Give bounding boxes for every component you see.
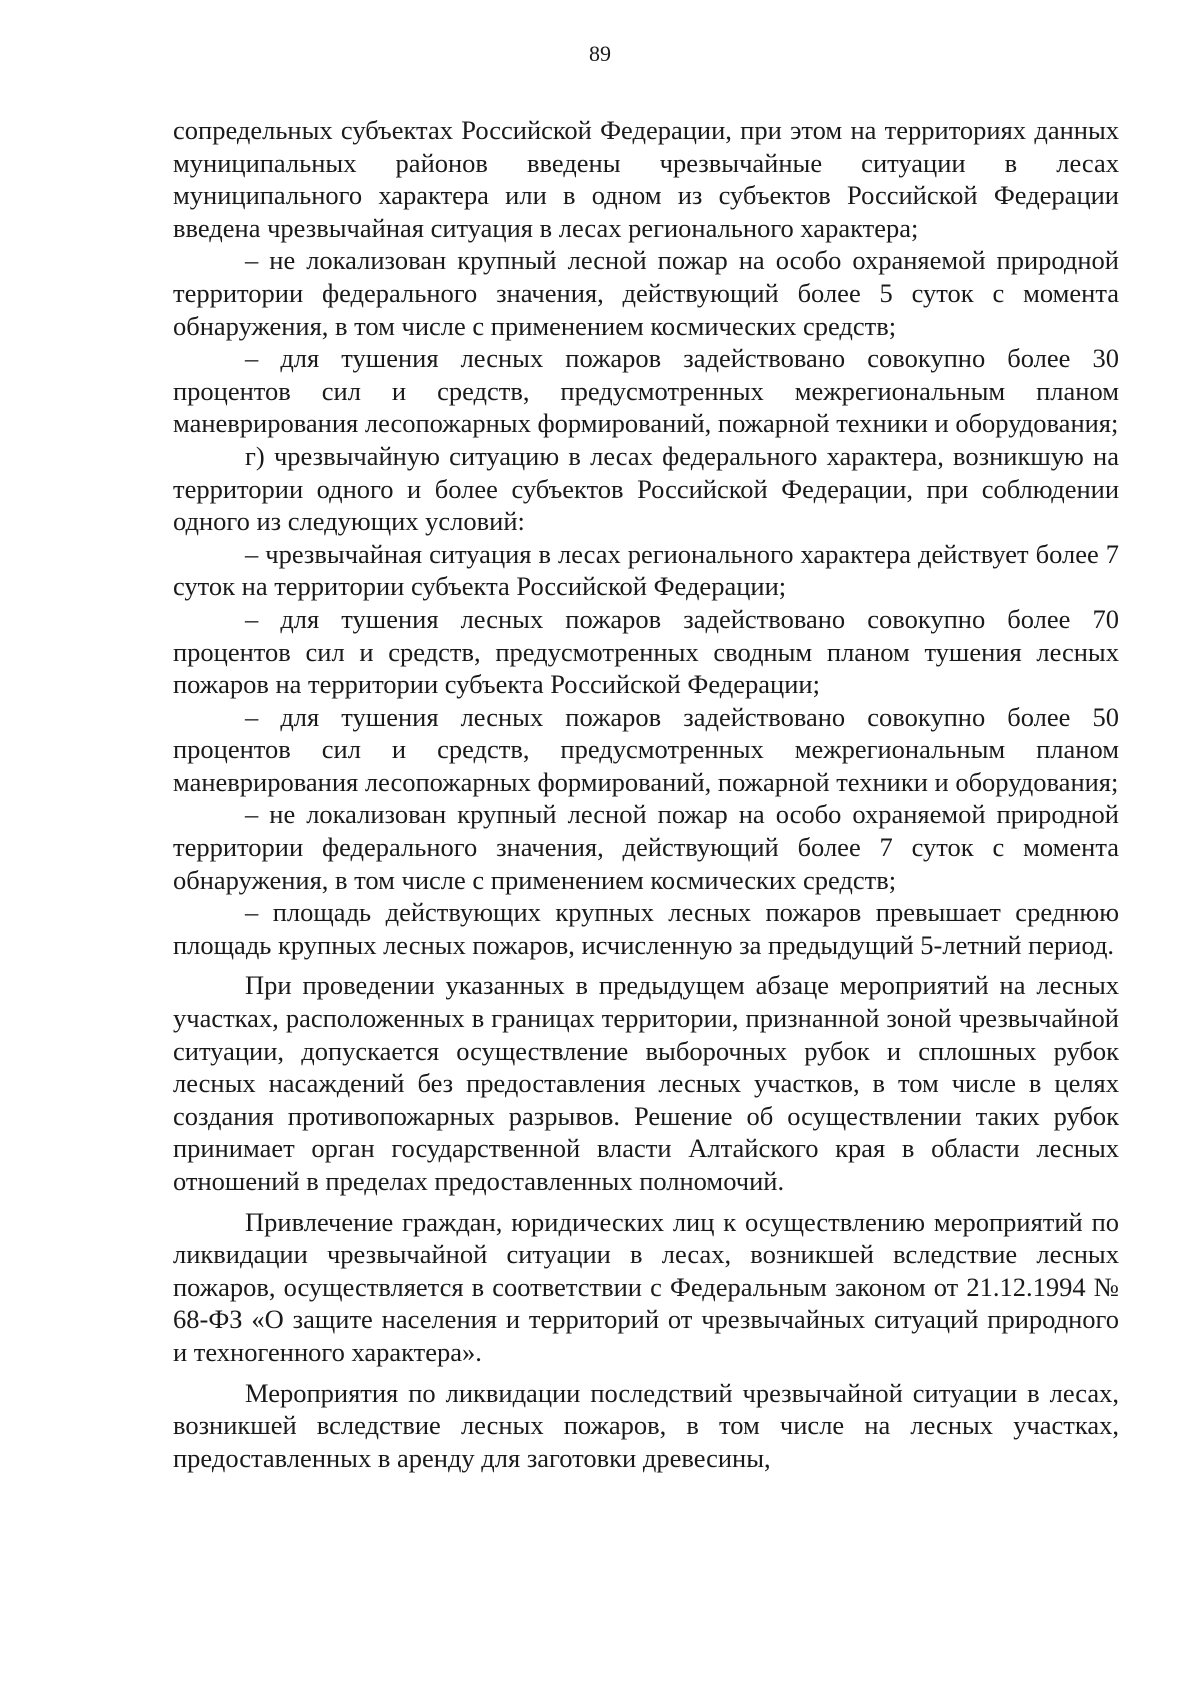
page-number: 89 (589, 41, 611, 66)
list-item-dash: – для тушения лесных пожаров задействовано совокупно более 30 процентов сил и средств, предусмотренных межрегиональным планом маневрирования лесопожарных формирований, пожарной техники и оборудования; (173, 343, 1119, 439)
document-body (173, 114, 1119, 1474)
paragraph-continuation: сопредельных субъектах Российской Федерации, при этом на территориях данных муниципальных районов введены чрезвычайные ситуации в лесах муниципального характера или в одном из субъектов Российской Федерации введена чрезвычайная ситуация в лесах регионального характера; (173, 115, 1119, 243)
list-item-dash: – площадь действующих крупных лесных пожаров превышает среднюю площадь крупных лесных пожаров, исчисленную за предыдущий 5-летний период. (173, 897, 1119, 960)
list-item-dash: – не локализован крупный лесной пожар на особо охраняемой природной территории федерального значения, действующий более 5 суток с момента обнаружения, в том числе с применением космических средств; (173, 245, 1119, 341)
list-item-dash: – для тушения лесных пожаров задействовано совокупно более 70 процентов сил и средств, предусмотренных сводным планом тушения лесных пожаров на территории субъекта Российской Федерации; (173, 603, 1119, 700)
list-item-lettered: г) чрезвычайную ситуацию в лесах федерального характера, возникшую на территории одного и более субъектов Российской Федерации, при соблюдении одного из следующих условий: (173, 440, 1119, 537)
paragraph: Мероприятия по ликвидации последствий чрезвычайной ситуации в лесах, возникшей вследствие лесных пожаров, в том числе на лесных участках, предоставленных в аренду для заготовки древесины, (173, 1377, 1119, 1473)
list-item-dash: – чрезвычайная ситуация в лесах регионального характера действует более 7 суток на территории субъекта Российской Федерации; (173, 538, 1119, 602)
paragraph: Привлечение граждан, юридических лиц к осуществлению мероприятий по ликвидации чрезвычайной ситуации в лесах, возникшей вследствие лесных пожаров, осуществляется в соответствии с Федеральным законом от 21.12.1994 № 68-ФЗ «О защите населения и территорий от чрезвычайных ситуаций природного и техногенного характера». (173, 1206, 1119, 1367)
paragraph: При проведении указанных в предыдущем абзаце мероприятий на лесных участках, расположенных в границах территории, признанной зоной чрезвычайной ситуации, допускается осуществление выборочных рубок и сплошных рубок лесных насаждений без предоставления лесных участков, в том числе в целях создания противопожарных разрывов. Решение об осуществлении таких рубок принимает орган государственной власти Алтайского края в области лесных отношений в пределах предоставленных полномочий. (173, 970, 1119, 1196)
list-item-dash: – для тушения лесных пожаров задействовано совокупно более 50 процентов сил и средств, предусмотренных межрегиональным планом маневрирования лесопожарных формирований, пожарной техники и оборудования; (173, 701, 1119, 797)
list-item-dash: – не локализован крупный лесной пожар на особо охраняемой природной территории федерального значения, действующий более 7 суток с момента обнаружения, в том числе с применением космических средств; (173, 799, 1119, 895)
